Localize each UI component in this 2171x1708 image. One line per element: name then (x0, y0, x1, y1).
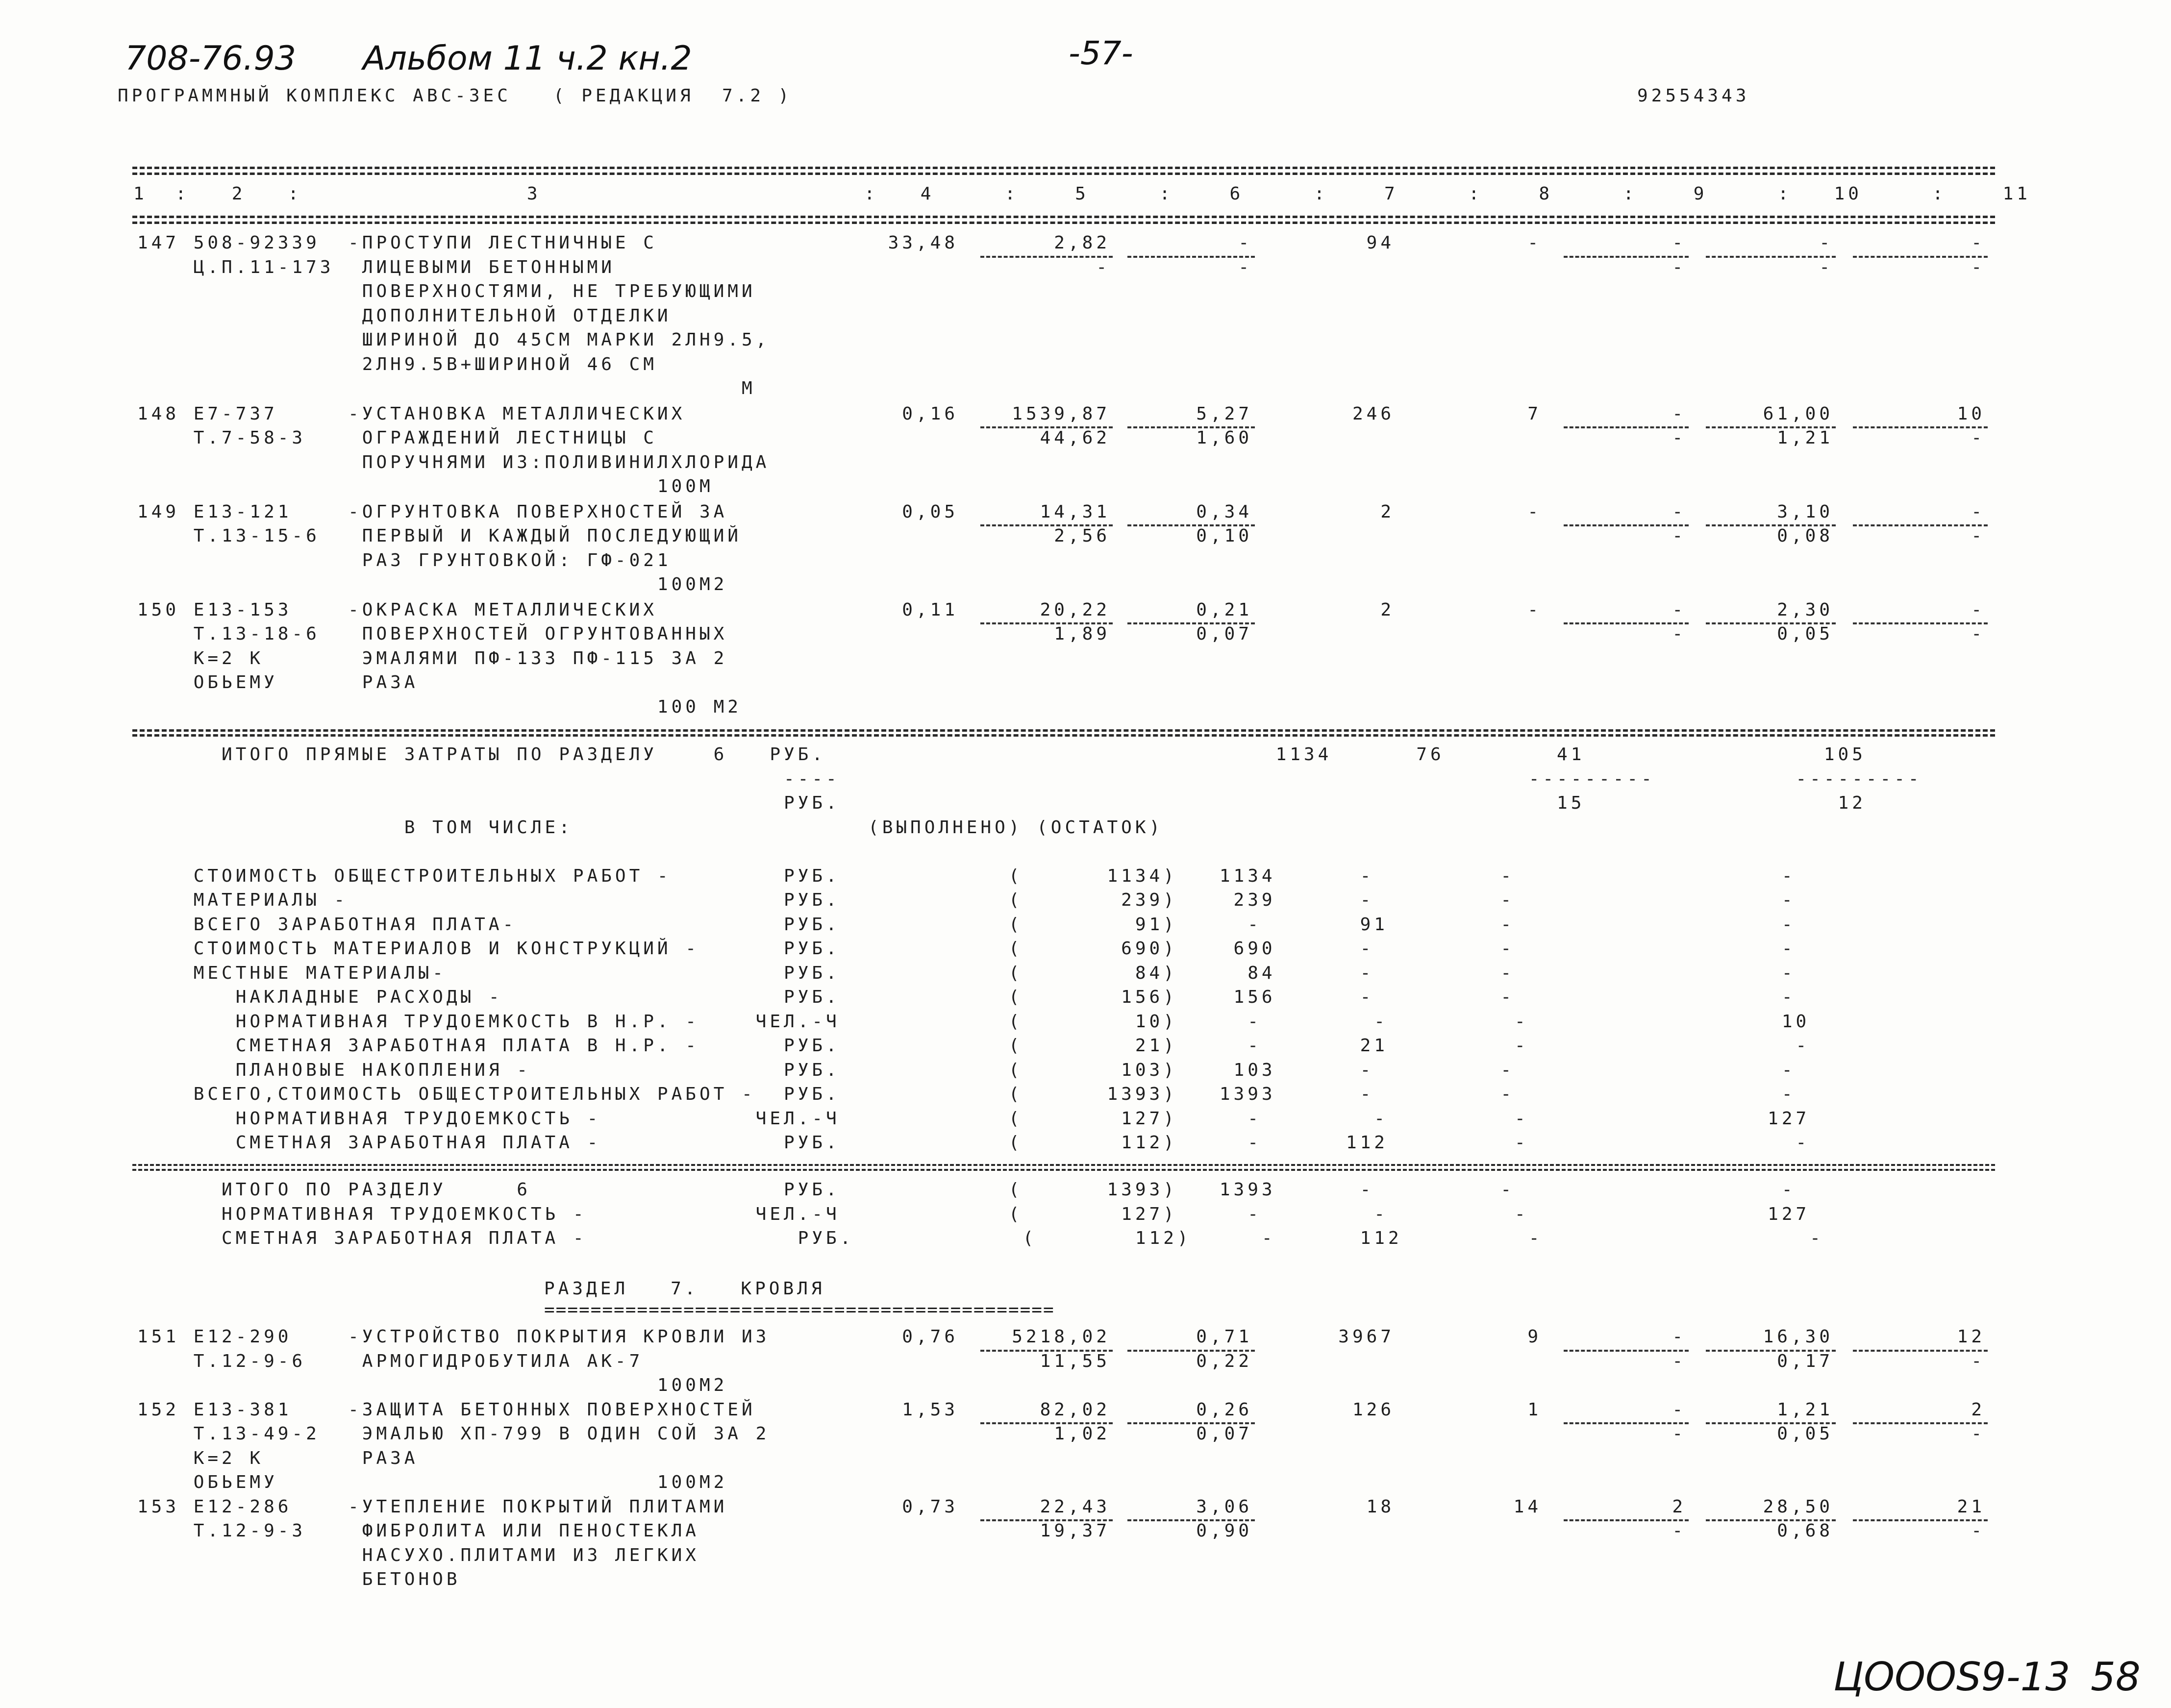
cell-machine-cost: 2 (1672, 1496, 1686, 1517)
row-text-line: ПОРУЧНЯМИ ИЗ:ПОЛИВИНИЛХЛОРИДА (137, 452, 770, 472)
cell-labor-total: 2 (1971, 1399, 1985, 1420)
cell-machine-cost-sub: - (1672, 624, 1686, 644)
cell-wage-total: - (1527, 501, 1542, 522)
summary-line: МЕСТНЫЕ МАТЕРИАЛЫ- РУБ. ( 84) 84 - - - (137, 963, 1796, 983)
cell-wage-cost: 0,26 (1196, 1399, 1252, 1420)
cell-unit-cost-sub: 44,62 (1040, 428, 1110, 448)
cell-wage-cost: 3,06 (1196, 1496, 1252, 1517)
cell-unit-cost: 20,22 (1040, 599, 1110, 620)
cell-separator (980, 256, 1113, 258)
row-text-line: Т.12-9-6 АРМОГИДРОБУТИЛА АК-7 (137, 1351, 644, 1371)
cell-labor-norm: 16,30 (1763, 1327, 1833, 1347)
cell-wage-cost-sub: - (1238, 257, 1252, 277)
cell-total-cost: 94 (1366, 233, 1395, 253)
summary-line: В ТОМ ЧИСЛЕ: (ВЫПОЛНЕНО) (ОСТАТОК) (137, 817, 1164, 838)
cell-labor-total-sub: - (1971, 624, 1985, 644)
top-rule-2 (132, 173, 1995, 175)
row-text-line: 152 Е13-381 -ЗАЩИТА БЕТОННЫХ ПОВЕРХНОСТЕЙ (137, 1399, 756, 1420)
row-text-line: 100М (137, 476, 714, 496)
summary-line: НОРМАТИВНАЯ ТРУДОЕМКОСТЬ В Н.Р. - ЧЕЛ.-Ч ( 10) - - - 10 (137, 1011, 1810, 1032)
cell-machine-cost-sub: - (1672, 1521, 1686, 1541)
footer-sheet: 58 (2091, 1654, 2141, 1700)
row-text-line: 150 Е13-153 -ОКРАСКА МЕТАЛЛИЧЕСКИХ (137, 599, 657, 620)
cell-unit-cost-sub: 1,02 (1054, 1424, 1110, 1444)
summary-line: ИТОГО ПО РАЗДЕЛУ 6 РУБ. ( 1393) 1393 - - - (137, 1180, 1796, 1200)
cell-quantity: 0,05 (902, 501, 958, 522)
cell-labor-total: 21 (1957, 1496, 1985, 1517)
row-text-line: К=2 К ЭМАЛЯМИ ПФ-133 ПФ-115 ЗА 2 (137, 648, 728, 668)
cell-machine-cost: - (1672, 599, 1686, 620)
cell-wage-total: 7 (1527, 403, 1542, 424)
cell-labor-total: - (1971, 599, 1985, 620)
cell-labor-total-sub: - (1971, 1424, 1985, 1444)
cell-machine-cost-sub: - (1672, 428, 1686, 448)
summary-line: НОРМАТИВНАЯ ТРУДОЕМКОСТЬ - ЧЕЛ.-Ч ( 127) - - - 127 (137, 1108, 1810, 1129)
cell-labor-total: 10 (1957, 403, 1985, 424)
summary-line: РУБ. 15 12 (137, 793, 1866, 813)
top-rule (132, 167, 1995, 169)
cell-wage-cost-sub: 0,10 (1196, 526, 1252, 546)
album-title: Альбом 11 ч.2 кн.2 (363, 39, 692, 78)
header-rule-2 (132, 222, 1995, 224)
cell-separator (1706, 256, 1836, 258)
cell-wage-cost: 0,34 (1196, 501, 1252, 522)
cell-labor-total-sub: - (1971, 1521, 1985, 1541)
section-total-rule-2 (132, 1169, 1995, 1171)
summary-line: СМЕТНАЯ ЗАРАБОТНАЯ ПЛАТА В Н.Р. - РУБ. ( 21) - 21 - - (137, 1036, 1810, 1056)
summary-line: СТОИМОСТЬ МАТЕРИАЛОВ И КОНСТРУКЦИЙ - РУБ. ( 690) 690 - - - (137, 939, 1796, 959)
row-text-line: Ц.П.11-173 ЛИЦЕВЫМИ БЕТОННЫМИ (137, 257, 615, 277)
cell-machine-cost-sub: - (1672, 1351, 1686, 1371)
row-text-line: К=2 К РАЗА (137, 1448, 419, 1468)
row-text-line: Т.13-18-6 ПОВЕРХНОСТЕЙ ОГРУНТОВАННЫХ (137, 624, 728, 644)
cell-separator (1853, 1519, 1988, 1521)
cell-unit-cost: 1539,87 (1012, 403, 1110, 424)
cell-labor-norm-sub: 0,08 (1777, 526, 1833, 546)
cell-labor-norm: 28,50 (1763, 1496, 1833, 1517)
totals-rule-2 (132, 734, 1995, 737)
cell-separator (1853, 622, 1988, 624)
row-text-line: Т.13-49-2 ЭМАЛЬЮ ХП-799 В ОДИН СОЙ ЗА 2 (137, 1424, 770, 1444)
summary-line: МАТЕРИАЛЫ - РУБ. ( 239) 239 - - - (137, 890, 1796, 910)
cell-machine-cost: - (1672, 501, 1686, 522)
cell-labor-norm-sub: 0,17 (1777, 1351, 1833, 1371)
row-text-line: 151 Е12-290 -УСТРОЙСТВО ПОКРЫТИЯ КРОВЛИ ИЗ (137, 1327, 770, 1347)
cell-separator (1853, 1422, 1988, 1424)
column-header: 1 : 2 : 3 : 4 : 5 : 6 : 7 : 8 : 9 : 10 : 11 (133, 184, 2031, 204)
row-text-line: ПОВЕРХНОСТЯМИ, НЕ ТРЕБУЮЩИМИ (137, 281, 756, 301)
row-text-line: 153 Е12-286 -УТЕПЛЕНИЕ ПОКРЫТИЙ ПЛИТАМИ (137, 1496, 728, 1517)
cell-wage-total: 1 (1527, 1399, 1542, 1420)
row-text-line: 147 508-92339 -ПРОСТУПИ ЛЕСТНИЧНЫЕ С (137, 233, 657, 253)
cell-separator (1127, 256, 1255, 258)
cell-labor-total: - (1971, 233, 1985, 253)
section-7-underline: ============================================ (544, 1300, 1055, 1320)
cell-wage-cost-sub: 0,22 (1196, 1351, 1252, 1371)
cell-quantity: 1,53 (902, 1399, 958, 1420)
cell-labor-total-sub: - (1971, 526, 1985, 546)
cell-separator (1564, 524, 1689, 526)
cell-wage-cost-sub: 0,90 (1196, 1521, 1252, 1541)
cell-unit-cost: 2,82 (1054, 233, 1110, 253)
header-rule (132, 216, 1995, 218)
cell-total-cost: 3967 (1338, 1327, 1395, 1347)
cell-wage-cost-sub: 1,60 (1196, 428, 1252, 448)
totals-rule (132, 729, 1995, 732)
cell-separator (1853, 426, 1988, 428)
cell-wage-total: 9 (1527, 1327, 1542, 1347)
summary-line: НОРМАТИВНАЯ ТРУДОЕМКОСТЬ - ЧЕЛ.-Ч ( 127) - - - 127 (137, 1204, 1810, 1224)
cell-machine-cost-sub: - (1672, 257, 1686, 277)
cell-unit-cost: 14,31 (1040, 501, 1110, 522)
cell-wage-cost: 5,27 (1196, 403, 1252, 424)
cell-unit-cost-sub: - (1096, 257, 1110, 277)
row-text-line: ОБЬЕМУ 100М2 (137, 1472, 728, 1492)
summary-line: ПЛАНОВЫЕ НАКОПЛЕНИЯ - РУБ. ( 103) 103 - - - (137, 1060, 1796, 1080)
cell-labor-norm-sub: - (1819, 257, 1833, 277)
row-text-line: 148 Е7-737 -УСТАНОВКА МЕТАЛЛИЧЕСКИХ (137, 403, 686, 424)
summary-line: СТОИМОСТЬ ОБЩЕСТРОИТЕЛЬНЫХ РАБОТ - РУБ. ( 1134) 1134 - - - (137, 866, 1796, 886)
cell-unit-cost-sub: 2,56 (1054, 526, 1110, 546)
cell-total-cost: 18 (1366, 1496, 1395, 1517)
cell-unit-cost-sub: 1,89 (1054, 624, 1110, 644)
cell-wage-total: 14 (1513, 1496, 1542, 1517)
cell-unit-cost: 22,43 (1040, 1496, 1110, 1517)
cell-machine-cost: - (1672, 1327, 1686, 1347)
summary-line: СМЕТНАЯ ЗАРАБОТНАЯ ПЛАТА - РУБ. ( 112) - 112 - - (137, 1133, 1810, 1153)
cell-labor-total-sub: - (1971, 1351, 1985, 1371)
cell-total-cost: 2 (1380, 599, 1395, 620)
cell-wage-cost: 0,71 (1196, 1327, 1252, 1347)
cell-unit-cost: 82,02 (1040, 1399, 1110, 1420)
cell-labor-total: 12 (1957, 1327, 1985, 1347)
cell-labor-norm: 2,30 (1777, 599, 1833, 620)
cell-separator (1853, 256, 1988, 258)
cell-unit-cost-sub: 11,55 (1040, 1351, 1110, 1371)
row-text-line: 100М2 (137, 1375, 728, 1395)
cell-total-cost: 246 (1352, 403, 1395, 424)
cell-quantity: 0,16 (902, 403, 958, 424)
cell-separator (1564, 426, 1689, 428)
cell-labor-norm: - (1819, 233, 1833, 253)
row-text-line: 149 Е13-121 -ОГРУНТОВКА ПОВЕРХНОСТЕЙ ЗА (137, 501, 728, 522)
section-7-title: РАЗДЕЛ 7. КРОВЛЯ (544, 1279, 825, 1299)
row-text-line: БЕТОНОВ (137, 1569, 461, 1589)
row-text-line: 100 М2 (137, 696, 742, 717)
cell-separator (1564, 622, 1689, 624)
cell-wage-cost: - (1238, 233, 1252, 253)
cell-separator (1564, 1519, 1689, 1521)
cell-wage-total: - (1527, 233, 1542, 253)
cell-separator (1853, 524, 1988, 526)
row-text-line: 100М2 (137, 574, 728, 594)
row-text-line: Т.13-15-6 ПЕРВЫЙ И КАЖДЫЙ ПОСЛЕДУЮЩИЙ (137, 526, 742, 546)
cell-total-cost: 2 (1380, 501, 1395, 522)
cell-labor-norm: 3,10 (1777, 501, 1833, 522)
cell-labor-norm: 1,21 (1777, 1399, 1833, 1420)
document-code: 92554343 (1637, 86, 1750, 106)
cell-machine-cost-sub: - (1672, 526, 1686, 546)
page-number: -57- (1069, 34, 1133, 72)
row-text-line: ОБЬЕМУ РАЗА (137, 672, 419, 693)
album-ref: 708-76.93 (125, 39, 296, 78)
cell-machine-cost: - (1672, 233, 1686, 253)
summary-line: ВСЕГО ЗАРАБОТНАЯ ПЛАТА- РУБ. ( 91) - 91 - - (137, 914, 1796, 935)
summary-line: ---- --------- --------- (137, 768, 1922, 789)
summary-line: ВСЕГО,СТОИМОСТЬ ОБЩЕСТРОИТЕЛЬНЫХ РАБОТ - РУБ. ( 1393) 1393 - - - (137, 1084, 1796, 1104)
row-text-line: НАСУХО.ПЛИТАМИ ИЗ ЛЕГКИХ (137, 1545, 699, 1565)
cell-separator (1564, 256, 1689, 258)
cell-total-cost: 126 (1352, 1399, 1395, 1420)
row-text-line: ДОПОЛНИТЕЛЬНОЙ ОТДЕЛКИ (137, 305, 672, 326)
row-text-line: Т.12-9-3 ФИБРОЛИТА ИЛИ ПЕНОСТЕКЛА (137, 1521, 699, 1541)
cell-labor-norm-sub: 0,68 (1777, 1521, 1833, 1541)
cell-machine-cost-sub: - (1672, 1424, 1686, 1444)
cell-labor-norm-sub: 1,21 (1777, 428, 1833, 448)
summary-line: СМЕТНАЯ ЗАРАБОТНАЯ ПЛАТА - РУБ. ( 112) - 112 - - (137, 1228, 1824, 1248)
footer-code: ЦОООЅ9-13 (1833, 1654, 2071, 1700)
cell-wage-cost-sub: 0,07 (1196, 624, 1252, 644)
row-text-line: М (137, 378, 756, 398)
cell-quantity: 0,73 (902, 1496, 958, 1517)
cell-labor-norm: 61,00 (1763, 403, 1833, 424)
cell-unit-cost-sub: 19,37 (1040, 1521, 1110, 1541)
row-text-line: 2ЛН9.5В+ШИРИНОЙ 46 СМ (137, 354, 657, 374)
cell-wage-cost-sub: 0,07 (1196, 1424, 1252, 1444)
cell-machine-cost: - (1672, 1399, 1686, 1420)
cell-separator (1853, 1350, 1988, 1352)
row-text-line: ШИРИНОЙ ДО 45СМ МАРКИ 2ЛН9.5, (137, 330, 770, 350)
row-text-line: РАЗ ГРУНТОВКОЙ: ГФ-021 (137, 550, 672, 570)
section-total-rule (132, 1164, 1995, 1166)
cell-labor-total-sub: - (1971, 428, 1985, 448)
cell-quantity: 0,76 (902, 1327, 958, 1347)
cell-labor-norm-sub: 0,05 (1777, 624, 1833, 644)
program-name: ПРОГРАММНЫЙ КОМПЛЕКС АВС-3ЕС ( РЕДАКЦИЯ 7.2 ) (118, 86, 793, 106)
cell-labor-total: - (1971, 501, 1985, 522)
cell-labor-norm-sub: 0,05 (1777, 1424, 1833, 1444)
cell-quantity: 0,11 (902, 599, 958, 620)
cell-quantity: 33,48 (888, 233, 958, 253)
cell-unit-cost: 5218,02 (1012, 1327, 1110, 1347)
cell-separator (1564, 1422, 1689, 1424)
cell-machine-cost: - (1672, 403, 1686, 424)
cell-labor-total-sub: - (1971, 257, 1985, 277)
row-text-line: Т.7-58-3 ОГРАЖДЕНИЙ ЛЕСТНИЦЫ С (137, 428, 657, 448)
summary-line: ИТОГО ПРЯМЫЕ ЗАТРАТЫ ПО РАЗДЕЛУ 6 РУБ. 1134 76 41 105 (137, 744, 1866, 765)
cell-separator (1564, 1350, 1689, 1352)
cell-wage-total: - (1527, 599, 1542, 620)
summary-line: НАКЛАДНЫЕ РАСХОДЫ - РУБ. ( 156) 156 - - - (137, 987, 1796, 1007)
cell-wage-cost: 0,21 (1196, 599, 1252, 620)
